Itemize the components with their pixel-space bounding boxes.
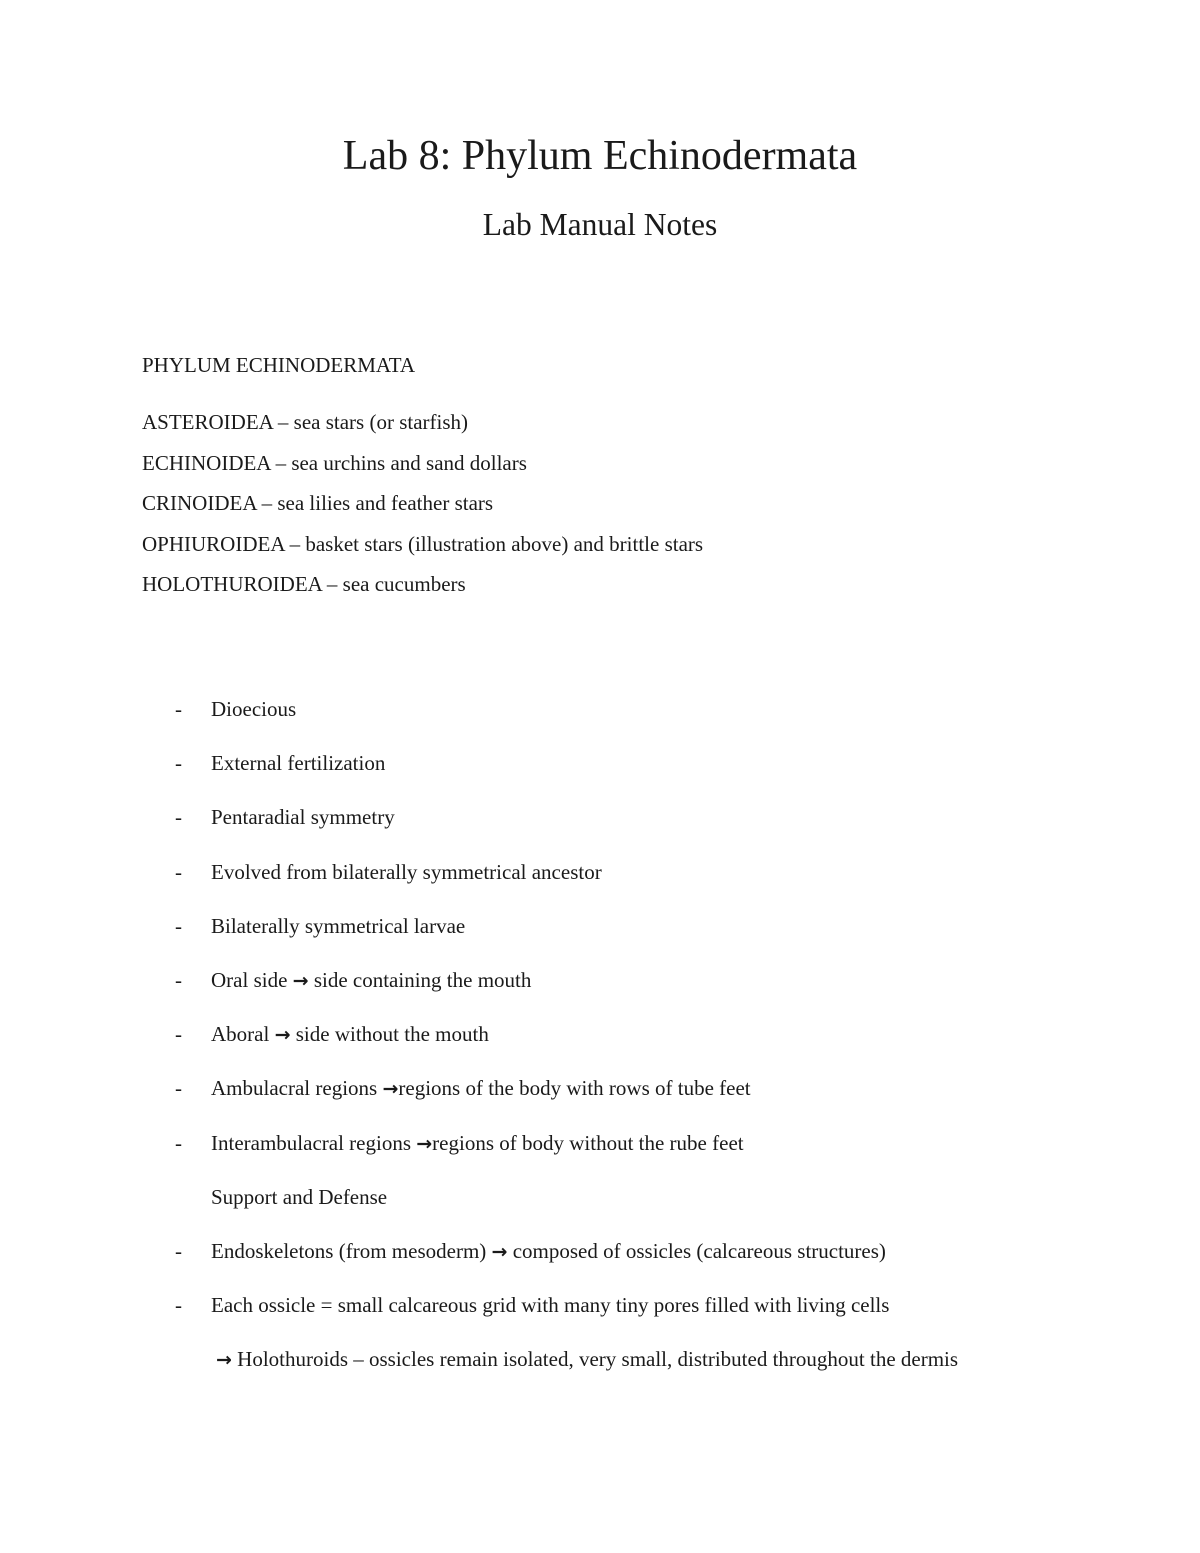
note-text-before: Each ossicle = small calcareous grid with many tiny pores filled with living cells bbox=[211, 1293, 890, 1318]
bullet-dash: - bbox=[175, 805, 182, 830]
note-text bbox=[211, 968, 531, 993]
class-item-asteroidea: ASTEROIDEA – sea stars (or starfish) bbox=[142, 410, 469, 434]
bullet-dash: - bbox=[175, 751, 182, 776]
bullet-dash: - bbox=[175, 1130, 182, 1155]
note-text bbox=[211, 1239, 886, 1264]
bullet-dash: - bbox=[175, 968, 182, 992]
note-text-before: Interambulacral regions bbox=[211, 1130, 417, 1155]
note-text-before: Endoskeletons (from mesoderm) bbox=[211, 1239, 492, 1263]
note-text bbox=[211, 1293, 889, 1317]
arrow-icon: → bbox=[292, 970, 309, 992]
arrow-icon: → bbox=[216, 1349, 232, 1372]
note-text-after: composed of ossicles (calcareous structures) bbox=[507, 1239, 886, 1263]
note-text bbox=[211, 751, 385, 775]
bullet-dash: - bbox=[175, 1293, 182, 1318]
class-item-ophiuroidea: OPHIUROIDEA – basket stars (illustration above) and brittle stars bbox=[142, 531, 704, 556]
class-list bbox=[142, 410, 703, 613]
note-text bbox=[211, 1131, 744, 1156]
note-text-after: Holothuroids – ossicles remain isolated, very small, distributed throughout the dermis bbox=[231, 1347, 959, 1372]
note-text-after: regions of body without the rube feet bbox=[432, 1130, 744, 1155]
note-text-after: side containing the mouth bbox=[308, 968, 532, 992]
note-text bbox=[211, 914, 465, 938]
arrow-icon: → bbox=[382, 1078, 399, 1101]
bullet-dash: - bbox=[175, 1022, 182, 1047]
note-text bbox=[211, 697, 296, 721]
arrow-icon: → bbox=[416, 1132, 433, 1155]
bullet-dash: - bbox=[175, 859, 182, 884]
class-item-holothuroidea: HOLOTHUROIDEA – sea cucumbers bbox=[142, 572, 466, 596]
note-text-before: Support and Defense bbox=[211, 1184, 388, 1209]
bullet-dash: - bbox=[175, 697, 182, 721]
note-text-after: side without the mouth bbox=[290, 1022, 489, 1047]
page-subtitle: Lab Manual Notes bbox=[482, 207, 718, 242]
note-text bbox=[216, 1347, 958, 1372]
arrow-icon: → bbox=[491, 1241, 508, 1263]
bullet-dash: - bbox=[175, 1239, 182, 1263]
note-text bbox=[211, 1076, 751, 1101]
note-text-before: Ambulacral regions bbox=[211, 1076, 383, 1101]
bullet-dash: - bbox=[175, 913, 182, 938]
note-text-before: Aboral bbox=[211, 1022, 275, 1047]
note-text-after: regions of the body with rows of tube feet bbox=[398, 1076, 751, 1101]
note-text-before: Bilaterally symmetrical larvae bbox=[211, 913, 466, 938]
page-title: Lab 8: Phylum Echinodermata bbox=[342, 133, 858, 179]
arrow-icon: → bbox=[274, 1024, 291, 1047]
note-text bbox=[211, 860, 602, 884]
note-text bbox=[211, 805, 395, 829]
bullet-dash: - bbox=[175, 1076, 182, 1101]
class-item-echinoidea: ECHINOIDEA – sea urchins and sand dollars bbox=[142, 450, 527, 475]
note-text bbox=[211, 1185, 387, 1209]
note-text-before: Oral side bbox=[211, 968, 293, 992]
phylum-heading: PHYLUM ECHINODERMATA bbox=[142, 353, 416, 377]
class-item-crinoidea: CRINOIDEA – sea lilies and feather stars bbox=[142, 491, 494, 515]
note-text bbox=[211, 1022, 489, 1047]
note-text-before: Dioecious bbox=[211, 697, 297, 721]
note-text-before: Evolved from bilaterally symmetrical ancestor bbox=[211, 859, 602, 884]
note-text-before: Pentaradial symmetry bbox=[211, 805, 395, 830]
note-text-before: External fertilization bbox=[211, 751, 386, 776]
